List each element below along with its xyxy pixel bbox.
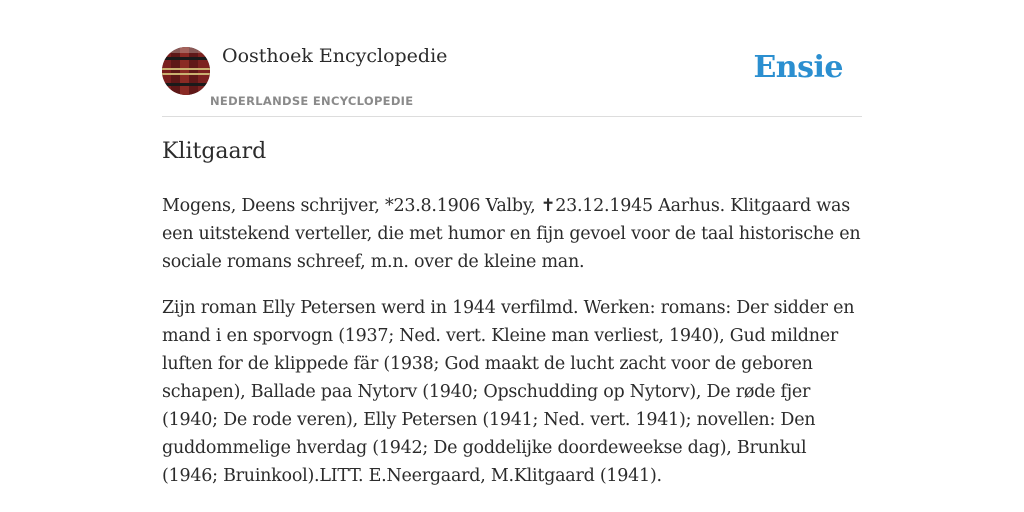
brand-logo-link[interactable]: Ensie [753, 50, 843, 85]
page [162, 0, 862, 512]
book-spines-icon [162, 47, 210, 95]
article-title: Klitgaard [162, 139, 267, 164]
site-tagline: NEDERLANDSE ENCYCLOPEDIE [210, 94, 414, 108]
article-paragraph: Zijn roman Elly Petersen werd in 1944 verfilmd. Werken: romans: Der sidder en mand i en sporvogn (1937; Ned. vert. Kleine man verliest, 1940), Gud mildner luften for de klippede fär (1938; God maakt de lucht zacht voor de geboren schapen), Ballade paa Nytorv (1940; Opschudding op Nytorv), De røde fjer (1940; De rode veren), Elly Petersen (1941; Ned. vert. 1941); novellen: Den guddommelige hverdag (1942; De goddelijke doordeweekse dag), Brunkul (1946; Bruinkool).LITT. E.Neergaard, M.Klitgaard (1941). [162, 298, 855, 486]
article-paragraph: Mogens, Deens schrijver, *23.8.1906 Valby, ✝23.12.1945 Aarhus. Klitgaard was een uitstekend verteller, die met humor en fijn gevoel voor de taal historische en sociale romans schreef, m.n. over de kleine man. [162, 196, 861, 272]
article-body [162, 192, 862, 508]
site-header [162, 0, 862, 117]
site-logo[interactable] [162, 47, 210, 95]
site-name: Oosthoek Encyclopedie [222, 45, 448, 67]
